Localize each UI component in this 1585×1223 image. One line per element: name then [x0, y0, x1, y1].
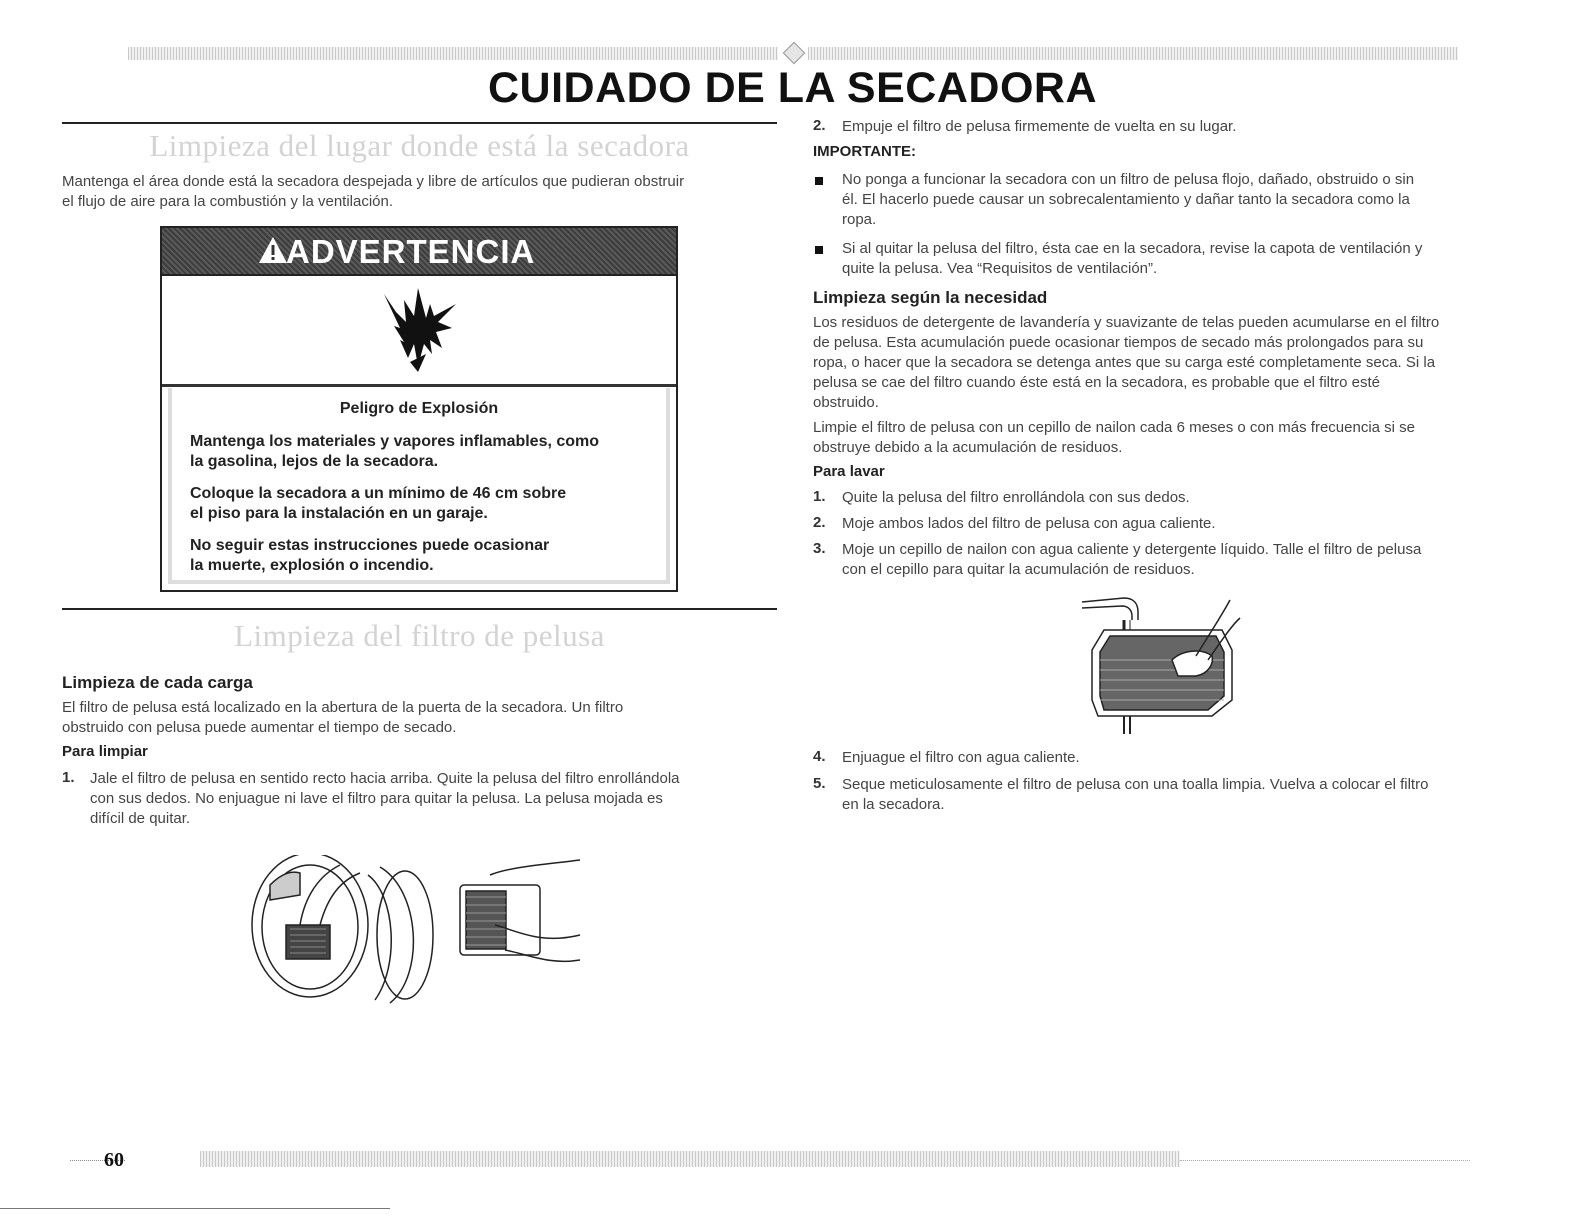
- as-needed-para1-line-3: ropa, o hacer que la secadora se detenga antes que su carga esté completamente seca. Si la: [813, 354, 1436, 371]
- step-number: 2.: [813, 117, 826, 134]
- header-band-right: [808, 47, 1458, 60]
- warning-header-label: ADVERTENCIA: [286, 233, 536, 270]
- step-number: 3.: [813, 540, 826, 557]
- lint-filter-removal-illustration: [250, 855, 590, 1005]
- section-rule-top: [62, 122, 777, 124]
- warning-hazard-title: Peligro de Explosión: [339, 400, 499, 417]
- important-bullet-2-line-1: Si al quitar la pelusa del filtro, ésta cae en la secadora, revise la capota de ventilación y: [842, 240, 1423, 257]
- as-needed-para2-line-1: Limpie el filtro de pelusa con un cepillo de nailon cada 6 meses o con más frecuencia si se: [813, 419, 1416, 436]
- to-wash-heading: Para lavar: [813, 463, 885, 480]
- important-bullet-2-line-2: quite la pelusa. Vea “Requisitos de ventilación”.: [842, 260, 1158, 277]
- wash-step-3-line-1: Moje un cepillo de nailon con agua caliente y detergente líquido. Talle el filtro de pelusa: [842, 541, 1422, 558]
- wash-step-1: Quite la pelusa del filtro enrollándola con sus dedos.: [842, 489, 1190, 506]
- section-title-dryer-location: Limpieza del lugar donde está la secadora: [149, 128, 690, 163]
- footer-decorative-band: [200, 1151, 1180, 1167]
- page-title: CUIDADO DE LA SECADORA: [487, 64, 1098, 112]
- lint-filter-washing-illustration: [1062, 590, 1242, 736]
- warning-line-2: la gasolina, lejos de la secadora.: [190, 453, 439, 470]
- important-bullet-1-line-3: ropa.: [842, 211, 877, 228]
- as-needed-para1-line-5: obstruido.: [813, 394, 879, 411]
- dryer-location-text-line-1: Mantenga el área donde está la secadora despejada y libre de artículos que pudieran obstruir: [62, 173, 685, 190]
- each-load-text-line-2: obstruido con pelusa puede aumentar el tiempo de secado.: [62, 719, 457, 736]
- as-needed-para2-line-2: obstruye debido a la acumulación de residuos.: [813, 439, 1123, 456]
- warning-line-5: No seguir estas instrucciones puede ocasionar: [190, 537, 550, 554]
- footer-dotted-line-right: [1180, 1160, 1470, 1162]
- header-decorative-band: [128, 47, 1458, 60]
- bullet-icon: [815, 177, 823, 185]
- to-clean-step-2: Empuje el filtro de pelusa firmemente de vuelta en su lugar.: [842, 118, 1237, 135]
- bottom-edge-line: [0, 1208, 390, 1209]
- step-number: 1.: [813, 488, 826, 505]
- warning-line-1: Mantenga los materiales y vapores inflamables, como: [190, 433, 600, 450]
- as-needed-para1-line-2: de pelusa. Esta acumulación puede ocasionar tiempos de secado más prolongados para su: [813, 334, 1424, 351]
- to-clean-step-1-line-2: con sus dedos. No enjuague ni lave el filtro para quitar la pelusa. La pelusa mojada es: [90, 790, 663, 807]
- explosion-icon: [370, 282, 470, 378]
- warning-line-6: la muerte, explosión o incendio.: [190, 557, 434, 574]
- dryer-location-text-line-2: el flujo de aire para la combustión y la ventilación.: [62, 193, 394, 210]
- wash-step-4: Enjuague el filtro con agua caliente.: [842, 749, 1080, 766]
- wash-step-2: Moje ambos lados del filtro de pelusa con agua caliente.: [842, 515, 1216, 532]
- diamond-ornament-icon: [783, 42, 806, 65]
- as-needed-para1-line-4: pelusa se cae del filtro cuando éste está en la secadora, es probable que el filtro esté: [813, 374, 1381, 391]
- important-bullet-1-line-2: él. El hacerlo puede causar un sobrecalentamiento y dañar tanto la secadora como la: [842, 191, 1410, 208]
- section-rule-lint: [62, 608, 777, 610]
- warning-header: [162, 228, 676, 276]
- to-clean-step-1-line-3: difícil de quitar.: [90, 810, 191, 827]
- bullet-icon: [815, 246, 823, 254]
- warning-box: [160, 226, 678, 592]
- to-clean-step-1-line-1: Jale el filtro de pelusa en sentido recto hacia arriba. Quite la pelusa del filtro enrollándola: [90, 770, 680, 787]
- each-load-heading: Limpieza de cada carga: [62, 673, 253, 692]
- as-needed-para1-line-1: Los residuos de detergente de lavandería y suavizante de telas pueden acumularse en el filtro: [813, 314, 1440, 331]
- warning-line-4: el piso para la instalación en un garaje.: [190, 505, 488, 522]
- warning-text-area: [168, 388, 670, 584]
- section-title-lint-filter: Limpieza del filtro de pelusa: [234, 618, 605, 653]
- to-clean-heading: Para limpiar: [62, 743, 148, 760]
- as-needed-heading: Limpieza según la necesidad: [813, 288, 1048, 307]
- wash-step-5-line-1: Seque meticulosamente el filtro de pelusa con una toalla limpia. Vuelva a colocar el filtro: [842, 776, 1429, 793]
- warning-divider: [162, 384, 676, 387]
- each-load-text-line-1: El filtro de pelusa está localizado en la abertura de la puerta de la secadora. Un filtro: [62, 699, 624, 716]
- page-number: 60: [104, 1149, 124, 1171]
- step-number: 1.: [62, 769, 75, 786]
- wash-step-5-line-2: en la secadora.: [842, 796, 945, 813]
- header-band-left: [128, 47, 778, 60]
- step-number: 5.: [813, 775, 826, 792]
- important-heading: IMPORTANTE:: [813, 143, 917, 160]
- step-number: 2.: [813, 514, 826, 531]
- step-number: 4.: [813, 748, 826, 765]
- warning-line-3: Coloque la secadora a un mínimo de 46 cm sobre: [190, 485, 567, 502]
- important-bullet-1-line-1: No ponga a funcionar la secadora con un filtro de pelusa flojo, dañado, obstruido o sin: [842, 171, 1415, 188]
- wash-step-3-line-2: con el cepillo para quitar la acumulación de residuos.: [842, 561, 1195, 578]
- warning-triangle-icon: [258, 236, 288, 264]
